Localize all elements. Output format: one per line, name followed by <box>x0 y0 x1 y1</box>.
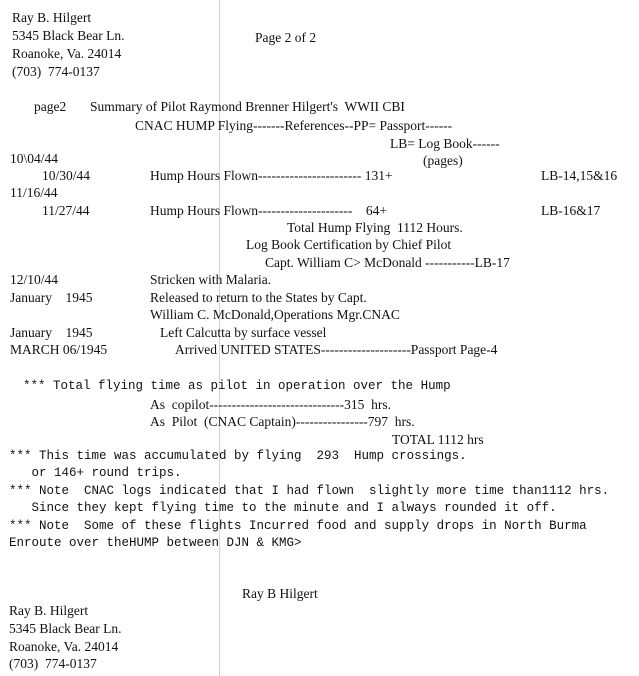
footer-street: 5345 Black Bear Ln. <box>9 621 122 636</box>
event-released-by: William C. McDonald,Operations Mgr.CNAC <box>150 307 400 322</box>
entry1-description: Hump Hours Flown----------------------- 131+ <box>150 168 393 183</box>
summary-title: Summary of Pilot Raymond Brenner Hilgert's WWII CBI <box>90 99 405 114</box>
totals-sum: TOTAL 1112 hrs <box>392 432 484 447</box>
header-phone: (703) 774-0137 <box>12 64 100 79</box>
event-date-malaria: 12/10/44 <box>10 272 59 287</box>
page-indicator: Page 2 of 2 <box>255 30 317 45</box>
totals-copilot: As copilot------------------------------315 hrs. <box>150 397 391 412</box>
note-route: Enroute over theHUMP between DJN & KMG> <box>9 536 302 550</box>
entry2-description: Hump Hours Flown--------------------- 64+ <box>150 203 388 218</box>
event-released: Released to return to the States by Capt. <box>150 290 367 305</box>
ref-logbook: LB= Log Book------ <box>390 136 500 151</box>
event-calcutta: Left Calcutta by surface vessel <box>160 325 327 340</box>
footer-name: Ray B. Hilgert <box>9 603 89 618</box>
note-crossings: *** This time was accumulated by flying 293 Hump crossings. <box>9 449 467 463</box>
entry2-reference: LB-16&17 <box>541 203 601 218</box>
total-hump-flying: Total Hump Flying 1112 Hours. <box>287 220 463 235</box>
entry2-end-date: 11/27/44 <box>42 203 90 218</box>
signature: Ray B Hilgert <box>242 586 318 601</box>
pages-label: (pages) <box>423 153 463 168</box>
header-city: Roanoke, Va. 24014 <box>12 46 122 61</box>
event-arrived: Arrived UNITED STATES--------------------Passport Page-4 <box>175 342 498 357</box>
footer-city: Roanoke, Va. 24014 <box>9 639 119 654</box>
entry1-end-date: 10/30/44 <box>42 168 91 183</box>
summary-subtitle: CNAC HUMP Flying-------References--PP= Passport------ <box>135 118 453 133</box>
event-date-calcutta: January 1945 <box>10 325 93 340</box>
entry1-start-date: 10\04/44 <box>10 151 59 166</box>
header-street: 5345 Black Bear Ln. <box>12 28 125 43</box>
header-name: Ray B. Hilgert <box>12 10 92 25</box>
note-round-trips: or 146+ round trips. <box>9 466 182 480</box>
event-malaria: Stricken with Malaria. <box>150 272 272 287</box>
note-rounding: Since they kept flying time to the minute and I always rounded it off. <box>9 501 557 515</box>
page-label: page2 <box>34 99 67 114</box>
note-cnac-logs: *** Note CNAC logs indicated that I had flown slightly more time than1112 hrs. <box>9 484 610 498</box>
entry2-start-date: 11/16/44 <box>10 185 58 200</box>
note-supply-drops: *** Note Some of these flights Incurred food and supply drops in North Burma <box>9 519 587 533</box>
certification-pilot: Capt. William C> McDonald -----------LB-17 <box>265 255 510 270</box>
footer-phone: (703) 774-0137 <box>9 656 97 671</box>
entry1-reference: LB-14,15&16 <box>541 168 618 183</box>
totals-pilot: As Pilot (CNAC Captain)----------------797 hrs. <box>150 414 415 429</box>
event-date-released: January 1945 <box>10 290 93 305</box>
event-date-arrived: MARCH 06/1945 <box>10 342 108 357</box>
certification-line: Log Book Certification by Chief Pilot <box>246 237 452 252</box>
totals-heading: *** Total flying time as pilot in operation over the Hump <box>23 379 451 393</box>
